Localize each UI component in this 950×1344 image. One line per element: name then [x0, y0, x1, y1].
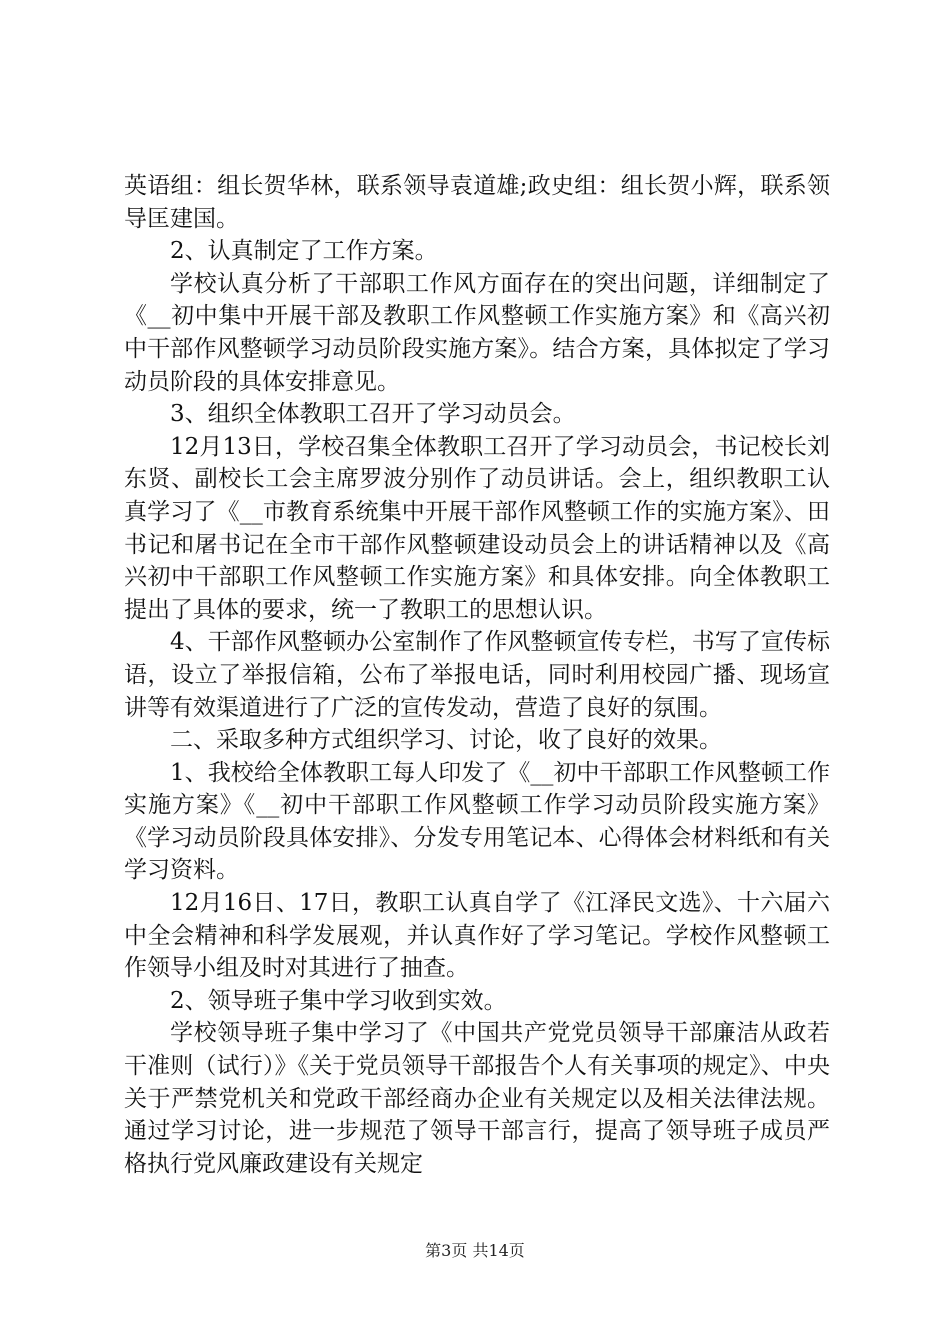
paragraph: 学校认真分析了干部职工作风方面存在的突出问题，详细制定了《__初中集中开展干部及教职工作风整顿工作实施方案》和《高兴初中干部作风整顿学习动员阶段实施方案》。结合方案，具体拟定了学习动员阶段的具体安排意见。	[124, 270, 830, 395]
document-body	[124, 170, 830, 1180]
paragraph: 英语组：组长贺华林，联系领导袁道雄;政史组：组长贺小辉，联系领导匡建国。	[124, 173, 830, 232]
paragraph: 4、干部作风整顿办公室制作了作风整顿宣传专栏，书写了宣传标语，设立了举报信箱，公布了举报电话，同时利用校园广播、现场宣讲等有效渠道进行了广泛的宣传发动，营造了良好的氛围。	[124, 629, 830, 721]
paragraph: 1、我校给全体教职工每人印发了《__初中干部职工作风整顿工作实施方案》《__初中干部职工作风整顿工作学习动员阶段实施方案》《学习动员阶段具体安排》、分发专用笔记本、心得体会材料纸和有关学习资料。	[124, 759, 830, 884]
paragraph: 2、领导班子集中学习收到实效。	[170, 987, 507, 1014]
paragraph: 3、组织全体教职工召开了学习动员会。	[170, 401, 576, 428]
paragraph: 12月16日、17日，教职工认真自学了《江泽民文选》、十六届六中全会精神和科学发展观，并认真作好了学习笔记。学校作风整顿工作领导小组及时对其进行了抽查。	[124, 890, 830, 982]
paragraph: 2、认真制定了工作方案。	[170, 238, 438, 265]
paragraph: 12月13日，学校召集全体教职工召开了学习动员会，书记校长刘东贤、副校长工会主席罗波分别作了动员讲话。会上，组织教职工认真学习了《__市教育系统集中开展干部作风整顿工作的实施方案》、田书记和屠书记在全市干部作风整顿建设动员会上的讲话精神以及《高兴初中干部职工作风整顿工作实施方案》和具体安排。向全体教职工提出了具体的要求，统一了教职工的思想认识。	[124, 433, 830, 623]
page-footer: 第3页 共14页	[425, 1241, 525, 1260]
paragraph: 学校领导班子集中学习了《中国共产党党员领导干部廉洁从政若干准则（试行）》《关于党员领导干部报告个人有关事项的规定》、中央关于严禁党机关和党政干部经商办企业有关规定以及相关法律法规。通过学习讨论，进一步规范了领导干部言行，提高了领导班子成员严格执行党风廉政建设有关规定	[124, 1020, 830, 1177]
section-heading: 二、采取多种方式组织学习、讨论，收了良好的效果。	[170, 727, 722, 754]
